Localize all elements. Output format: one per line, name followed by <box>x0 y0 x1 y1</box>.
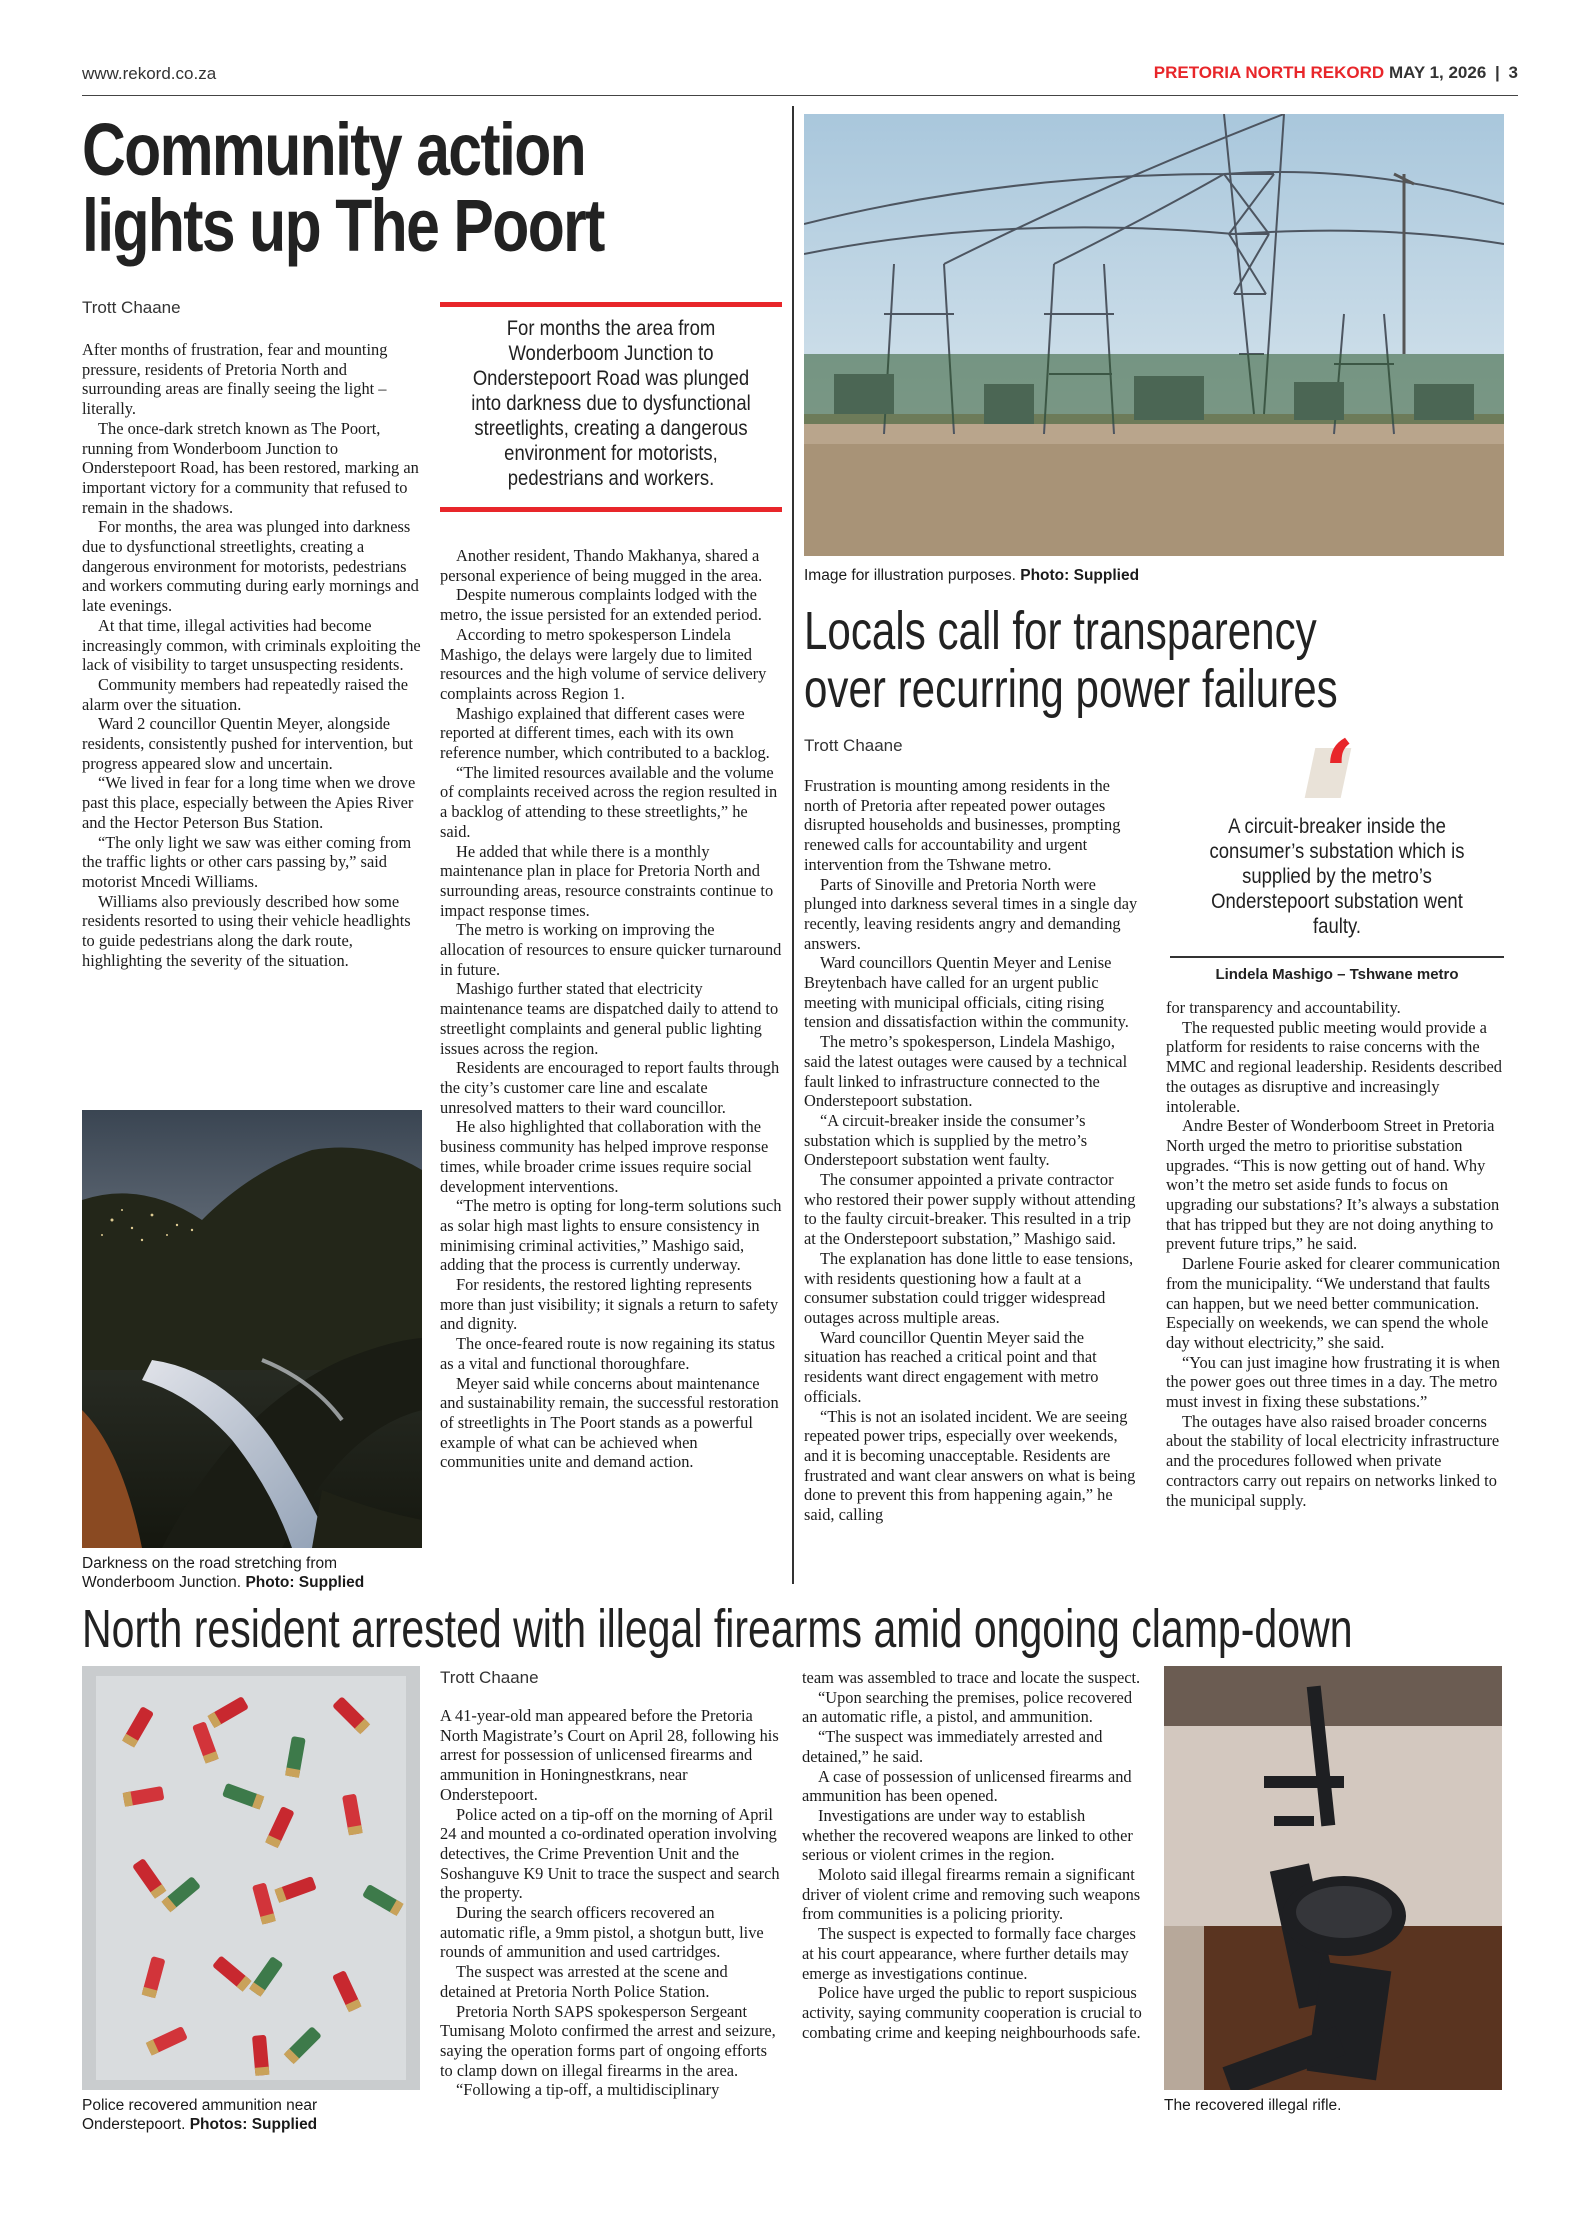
paragraph: Darlene Fourie asked for clearer communication from the municipality. “We understand that faults can happen, but we need better communication. Especially on weekends, we can spend the whole day without electricity,” she said. <box>1166 1254 1501 1352</box>
paragraph: The suspect was arrested at the scene and detained at Pretoria North Police Station. <box>440 1962 728 2001</box>
paragraph: Ward councillor Quentin Meyer said the situation has reached a critical point and that residents want direct engagement with metro officials. <box>804 1327 1099 1406</box>
paragraph: Mashigo further stated that electricity maintenance teams are dispatched daily to attend to streetlight complaints and general public lighting issues across the region. <box>440 979 779 1058</box>
paragraph: The metro’s spokesperson, Lindela Mashigo, said the latest outages were caused by a technical fault linked to infrastructure connected to the Onderstepoort substation. <box>804 1032 1128 1111</box>
paragraph: Residents are encouraged to report faults through the city’s customer care line and escalate unresolved matters to their ward councillor. <box>440 1058 780 1117</box>
website-url[interactable]: www.rekord.co.za <box>82 64 217 83</box>
masthead-info <box>1154 63 1518 83</box>
paragraph: For residents, the restored lighting represents more than just visibility; it signals a return to safety and dignity. <box>440 1275 779 1334</box>
headline-community-action <box>82 108 604 267</box>
rifle-illustration <box>1164 1666 1502 2090</box>
quote-mark-icon <box>1310 720 1364 824</box>
night-road-caption <box>82 1554 422 1592</box>
paragraph: Despite numerous complaints lodged with the metro, the issue persisted for an extended period. <box>440 585 762 625</box>
ammunition-illustration <box>82 1666 420 2090</box>
night-road-photo <box>82 1110 422 1548</box>
article1-column-2 <box>440 546 782 1472</box>
paragraph: Police acted on a tip-off on the morning of April 24 and mounted a co-ordinated operation involving detectives, the Crime Prevention Unit and the Soshanguve K9 Unit to trace the suspect and search the property. <box>440 1804 780 1903</box>
photo-credit: Photo: Supplied <box>1020 567 1140 584</box>
paragraph: For months, the area was plunged into darkness due to dysfunctional streetlights, creating a dangerous environment for motorists, pedestrians and workers commuting during early mornings and late evenings. <box>82 517 419 616</box>
paragraph: The metro is working on improving the allocation of resources to ensure quicker turnaround in future. <box>440 920 782 979</box>
paragraph: “We lived in fear for a long time when we drove past this place, especially between the Apies River and the Hector Peterson Bus Station. <box>82 773 416 832</box>
paragraph: At that time, illegal activities had become increasingly common, with criminals exploiting the lack of visibility to target unsuspecting residents. <box>82 615 421 675</box>
paragraph: Ward councillors Quentin Meyer and Lenise Breytenbach have called for an urgent public meeting with municipal officials, citing rising tension and dissatisfaction within the community. <box>804 953 1129 1032</box>
caption-text: Darkness on the road stretching from Wonderboom Junction. <box>82 1555 338 1591</box>
page-header <box>82 60 1518 96</box>
paragraph: “A circuit-breaker inside the consumer’s substation which is supplied by the metro’s Onderstepoort substation went faulty. <box>804 1110 1088 1170</box>
caption-text: Police recovered ammunition near <box>82 2097 318 2114</box>
paragraph: The requested public meeting would provide a platform for residents to raise concerns with the MMC and regional leadership. Residents described the outages as disruptive and increasingly intolerable. <box>1166 1017 1502 1116</box>
quote-rule <box>1170 956 1504 958</box>
paragraph: “The limited resources available and the volume of complaints received across the region resulted in a backlog of attending to these streetlights,” he said. <box>440 762 778 841</box>
paragraph: Parts of Sinoville and Pretoria North were plunged into darkness several times in a single day recently, leaving residents angry and demanding answers. <box>804 874 1138 953</box>
quote-attribution: Lindela Mashigo – Tshwane metro <box>1215 966 1459 983</box>
paragraph: The once-feared route is now regaining its status as a vital and functional thoroughfare. <box>440 1334 776 1373</box>
article3-column-1 <box>440 1706 780 2100</box>
night-road-illustration <box>82 1110 422 1548</box>
headline-line-2: over recurring power failures <box>804 659 1338 719</box>
caption-text: Image for illustration purposes. <box>804 567 1016 584</box>
quote-text: A circuit-breaker inside the consumer’s substation which is supplied by the metro’s Onderstepoort substation went faulty. <box>1209 815 1465 938</box>
headline-line-2: lights up The Poort <box>82 184 604 267</box>
paragraph: “The only light we saw was either coming from the traffic lights or other cars passing by,” said motorist Mncedi Williams. <box>82 832 412 891</box>
pull-quote-bottom-rule <box>440 507 782 512</box>
paragraph: Moloto said illegal firearms remain a significant driver of violent crime and removing such weapons from communities is a policing priority. <box>802 1865 1141 1924</box>
headline-power-failures <box>804 602 1338 718</box>
article3-column-2 <box>802 1668 1142 2042</box>
paragraph: Mashigo explained that different cases were reported at different times, each with its own reference number, which contributed to a backlog. <box>440 703 770 763</box>
rifle-photo <box>1164 1666 1502 2090</box>
paragraph: A case of possession of unlicensed firearms and ammunition has been opened. <box>802 1766 1132 1806</box>
paragraph: Pretoria North SAPS spokesperson Sergeant Tumisang Moloto confirmed the arrest and seizure, saying the operation forms part of ongoing efforts to clamp down on illegal firearms in the area. <box>440 2001 776 2080</box>
photo-credit: Photos: Supplied <box>189 2116 318 2133</box>
pull-quote-text: For months the area from Wonderboom Junction to Onderstepoort Road was plunged into darkness due to dysfunctional streetlights, creating a dangerous environment for motorists, pedestrians and workers. <box>471 317 751 490</box>
article-firearms-arrest <box>82 1600 1502 2200</box>
paragraph: Community members had repeatedly raised the alarm over the situation. <box>82 674 408 714</box>
substation-caption <box>804 566 1504 585</box>
paragraph: The outages have also raised broader concerns about the stability of local electricity infrastructure and the procedures followed when private contractors carry out repairs on networks linked to the municipal supply. <box>1166 1411 1500 1510</box>
paragraph: During the search officers recovered an automatic rifle, a 9mm pistol, a shotgun butt, live rounds of ammunition and used cartridges. <box>440 1903 764 1962</box>
byline: Trott Chaane <box>804 736 903 755</box>
paragraph: The explanation has done little to ease tensions, with residents questioning how a fault at a consumer substation could trigger widespread outages across multiple areas. <box>804 1248 1134 1327</box>
caption-text: Onderstepoort. <box>82 2116 186 2133</box>
paragraph: Ward 2 councillor Quentin Meyer, alongside residents, consistently pushed for intervention, but progress appeared slow and uncertain. <box>82 714 413 773</box>
paragraph: team was assembled to trace and locate the suspect. <box>802 1668 1141 1687</box>
rifle-caption: The recovered illegal rifle. <box>1164 2097 1342 2114</box>
paragraph: “The suspect was immediately arrested and detained,” he said. <box>802 1727 1103 1766</box>
paragraph: He added that while there is a monthly maintenance plan in place for Pretoria North and surrounding areas, resource constraints continue to impact response times. <box>440 841 774 920</box>
article2-column-2 <box>1166 998 1504 1510</box>
article-community-action <box>82 108 782 1592</box>
paragraph: Frustration is mounting among residents in the north of Pretoria after repeated power outages disrupted households and businesses, prompting renewed calls for accountability and urgent intervention from the Tshwane metro. <box>804 776 1121 874</box>
paragraph: The suspect is expected to formally face charges at his court appearance, where further details may emerge as investigations continue. <box>802 1924 1136 1983</box>
ammunition-photo <box>82 1666 420 2090</box>
issue-date: MAY 1, 2026 <box>1388 63 1487 82</box>
paragraph: The once-dark stretch known as The Poort, running from Wonderboom Junction to Onderstepoort Road, has been restored, marking an important victory for a community that refused to remain in the shadows. <box>82 418 419 517</box>
paragraph: “This is not an isolated incident. We are seeing repeated power trips, especially over weekends, and it is becoming unacceptable. Residents are frustrated and want clear answers on what is being done to prevent this from happening again,” he said, calling <box>804 1406 1136 1525</box>
paragraph: The consumer appointed a private contractor who restored their power supply without attending to the faulty circuit-breaker. This resulted in a trip at the Onderstepoort substation,” Mashigo said. <box>804 1170 1136 1249</box>
paragraph: Meyer said while concerns about maintenance and sustainability remain, the successful restoration of streetlights in The Poort stands as a powerful example of what can be achieved when communities unite and demand action. <box>440 1373 779 1472</box>
substation-illustration <box>804 114 1504 556</box>
quote-box <box>1170 720 1504 992</box>
paragraph: for transparency and accountability. <box>1166 998 1401 1017</box>
paragraph: “Following a tip-off, a multidisciplinary <box>456 2080 720 2100</box>
ammunition-caption <box>82 2096 420 2134</box>
paragraph: A 41-year-old man appeared before the Pretoria North Magistrate’s Court on April 28, following his arrest for possession of unlicensed firearms and ammunition in Honingnestkrans, near Onderstepoort. <box>440 1706 779 1804</box>
headline-line-1: Community action <box>82 108 586 191</box>
headline-line-1: Locals call for transparency <box>804 601 1317 661</box>
substation-photo <box>804 114 1504 556</box>
article1-column-1 <box>82 340 422 971</box>
paragraph: After months of frustration, fear and mounting pressure, residents of Pretoria North and surrounding areas are finally seeing the light – literally. <box>82 340 388 419</box>
paragraph: “You can just imagine how frustrating it is when the power goes out three times in a day. The metro must invest in fixing these substations.” <box>1166 1352 1500 1412</box>
quote-glyph: ‘ <box>1324 720 1355 824</box>
pull-quote-box <box>440 302 782 512</box>
headline-firearms: North resident arrested with illegal firearms amid ongoing clamp-down <box>82 1599 1353 1659</box>
byline: Trott Chaane <box>82 298 181 317</box>
header-separator: | <box>1495 63 1500 82</box>
pull-quote-top-rule <box>440 302 782 307</box>
paper-name: PRETORIA NORTH REKORD <box>1153 63 1385 82</box>
page-number: 3 <box>1508 63 1518 82</box>
article-power-failures <box>804 114 1504 1592</box>
column-divider <box>792 106 794 1584</box>
paragraph: He also highlighted that collaboration with the business community has helped improve response times, while broader crime issues require social development interventions. <box>440 1117 769 1196</box>
paragraph: Another resident, Thando Makhanya, shared a personal experience of being mugged in the area. <box>440 546 763 585</box>
paragraph: “Upon searching the premises, police recovered an automatic rifle, a pistol, and ammunition. <box>802 1687 1133 1727</box>
paragraph: Andre Bester of Wonderboom Street in Pretoria North urged the metro to prioritise substation upgrades. “This is now getting out of hand. Why won’t the metro set aside funds to focus on upgrading our substations? It’s always a substation that has tripped but they are not doing anything to prevent future trips,” he said. <box>1166 1116 1500 1254</box>
paragraph: Investigations are under way to establish whether the recovered weapons are linked to other serious or violent crimes in the region. <box>802 1805 1133 1865</box>
paragraph: Police have urged the public to report suspicious activity, saying community cooperation is crucial to combating crime and keeping neighbourhoods safe. <box>802 1983 1142 2042</box>
article2-column-1 <box>804 776 1142 1525</box>
byline: Trott Chaane <box>440 1668 539 1687</box>
paragraph: Williams also previously described how some residents resorted to using their vehicle headlights to guide pedestrians along the dark route, highlighting the severity of the situation. <box>82 891 411 970</box>
paragraph: According to metro spokesperson Lindela Mashigo, the delays were largely due to limited resources and the high volume of service delivery complaints across Region 1. <box>440 624 767 703</box>
photo-credit: Photo: Supplied <box>245 1574 365 1591</box>
paragraph: “The metro is opting for long-term solutions such as solar high mast lights to ensure consistency in minimising criminal activities,” Mashigo said, adding that the process is currently underway. <box>440 1196 782 1275</box>
